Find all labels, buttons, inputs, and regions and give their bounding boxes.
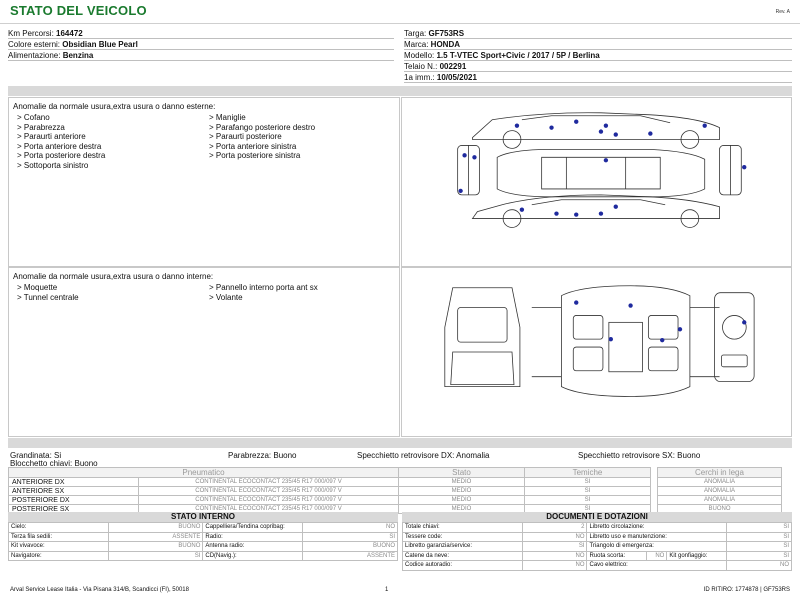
tread-header: Temiche xyxy=(525,468,651,478)
internal-damage-list-1 xyxy=(17,283,79,302)
damage-item: > Porta anteriore sinistra xyxy=(209,141,297,151)
footer-page-number: 1 xyxy=(385,587,389,593)
plate-row: Targa: GF753RS xyxy=(404,28,792,39)
windshield-status: Parabrezza: Buono xyxy=(228,451,297,460)
table-row: Tessere code: NO Libretto uso e manutenzione: SI xyxy=(403,532,792,542)
damage-item: > Sottoporta sinistro xyxy=(17,160,89,170)
km-row: Km Percorsi: 164472 xyxy=(8,28,394,39)
damage-item: > Paraurti posteriore xyxy=(209,132,282,141)
damage-markers xyxy=(458,120,746,217)
external-car-diagram xyxy=(401,97,792,267)
revision-label: Rev. A xyxy=(775,9,790,15)
internal-damage-panel xyxy=(8,267,400,437)
damage-item: > Maniglie xyxy=(209,113,246,122)
footer-id: ID RITIRO: 1774878 | GF753RS xyxy=(703,587,790,593)
damage-item: > Porta posteriore destra xyxy=(17,151,106,160)
brand-row: Marca: HONDA xyxy=(404,39,792,50)
model-row: Modello: 1.5 T-VTEC Sport+Civic / 2017 / 5P / Berlina xyxy=(404,50,792,61)
ignition-status: Blocchetto chiavi: Buono xyxy=(10,459,98,468)
mirror-sx-status: Specchietto retrovisore SX: Buono xyxy=(578,451,701,460)
color-row: Colore esterni: Obsidian Blue Pearl xyxy=(8,39,394,50)
table-row: Totale chiavi: 2 Libretto circolazione: SI xyxy=(403,523,792,533)
documents-section-title: DOCUMENTI E DOTAZIONI xyxy=(402,512,792,522)
table-row: Catene da neve: NO Ruota scorta: NO Kit gonfiaggio: SI xyxy=(403,551,792,561)
interior-table xyxy=(8,522,398,561)
external-damage-panel xyxy=(8,97,400,267)
damage-item: > Paraurti anteriore xyxy=(17,132,86,141)
table-row: Terza fila sedili: ASSENTE Radio: SI xyxy=(9,532,398,542)
external-damage-list-2 xyxy=(209,113,315,161)
damage-item: > Parafango posteriore destro xyxy=(209,122,316,132)
table-row: POSTERIORE DX CONTINENTAL ECOCONTACT 235/45 R17 000/097 V MEDIO SI ANOMALIA xyxy=(9,496,782,505)
registration-row: 1a imm.: 10/05/2021 xyxy=(404,72,792,83)
external-damage-title: Anomalie da normale usura,extra usura o danno esterne: xyxy=(13,102,216,111)
damage-item: > Pannello interno porta ant sx xyxy=(209,283,318,292)
page-title: STATO DEL VEICOLO xyxy=(10,3,147,18)
damage-item: > Porta posteriore sinistra xyxy=(209,151,301,160)
chassis-row: Telaio N.: 002291 xyxy=(404,61,792,72)
section-divider xyxy=(8,438,792,448)
table-row: Libretto garanzia/service: SI Triangolo di emergenza: SI xyxy=(403,542,792,552)
damage-item: > Cofano xyxy=(17,113,50,122)
damage-item: > Volante xyxy=(209,292,243,302)
tyres-header-row xyxy=(9,468,782,478)
damage-item: > Parabrezza xyxy=(17,122,65,132)
section-divider xyxy=(8,86,792,96)
table-row: Navigatore: SI CD(Navig.): ASSENTE xyxy=(9,551,398,561)
table-row: Kit vivavoce: BUONO Antenna radio: BUONO xyxy=(9,542,398,552)
fuel-row: Alimentazione: Benzina xyxy=(8,50,394,61)
table-row: ANTERIORE DX CONTINENTAL ECOCONTACT 235/45 R17 000/097 V MEDIO SI ANOMALIA xyxy=(9,478,782,487)
car-exterior-drawing xyxy=(402,98,791,266)
external-damage-list-1 xyxy=(17,113,105,170)
damage-markers xyxy=(574,300,746,342)
damage-item: > Porta anteriore destra xyxy=(17,141,102,151)
rims-header: Cerchi in lega xyxy=(658,468,782,478)
documents-table xyxy=(402,522,792,571)
table-row: ANTERIORE SX CONTINENTAL ECOCONTACT 235/45 R17 000/097 V MEDIO SI ANOMALIA xyxy=(9,487,782,496)
hail-status: Grandinata: Si xyxy=(10,451,62,460)
mirror-dx-status: Specchietto retrovisore DX: Anomalia xyxy=(357,451,490,460)
table-row: Cielo: BUONO Cappelliera/Tendina copribag: NO xyxy=(9,523,398,533)
interior-section-title: STATO INTERNO xyxy=(8,512,398,522)
car-interior-drawing xyxy=(402,268,791,436)
table-row: Codice autoradio: NO Cavo elettrico: NO xyxy=(403,561,792,571)
tyres-table xyxy=(8,467,782,514)
table-row: POSTERIORE SX CONTINENTAL ECOCONTACT 235/45 R17 000/097 V MEDIO SI BUONO xyxy=(9,505,782,514)
vehicle-info-left xyxy=(8,28,394,61)
vehicle-info-right xyxy=(404,28,792,83)
internal-car-diagram xyxy=(401,267,792,437)
tyre-header: Pneumatico xyxy=(9,468,399,478)
footer-address: Arval Service Lease Italia - Via Pisana 314/B, Scandicci (FI), 50018 xyxy=(10,587,189,593)
damage-item: > Tunnel centrale xyxy=(17,292,79,302)
internal-damage-list-2 xyxy=(209,283,318,302)
damage-item: > Moquette xyxy=(17,283,58,292)
state-header: Stato xyxy=(399,468,525,478)
internal-damage-title: Anomalie da normale usura,extra usura o danno interne: xyxy=(13,272,214,281)
page-header xyxy=(0,0,800,24)
